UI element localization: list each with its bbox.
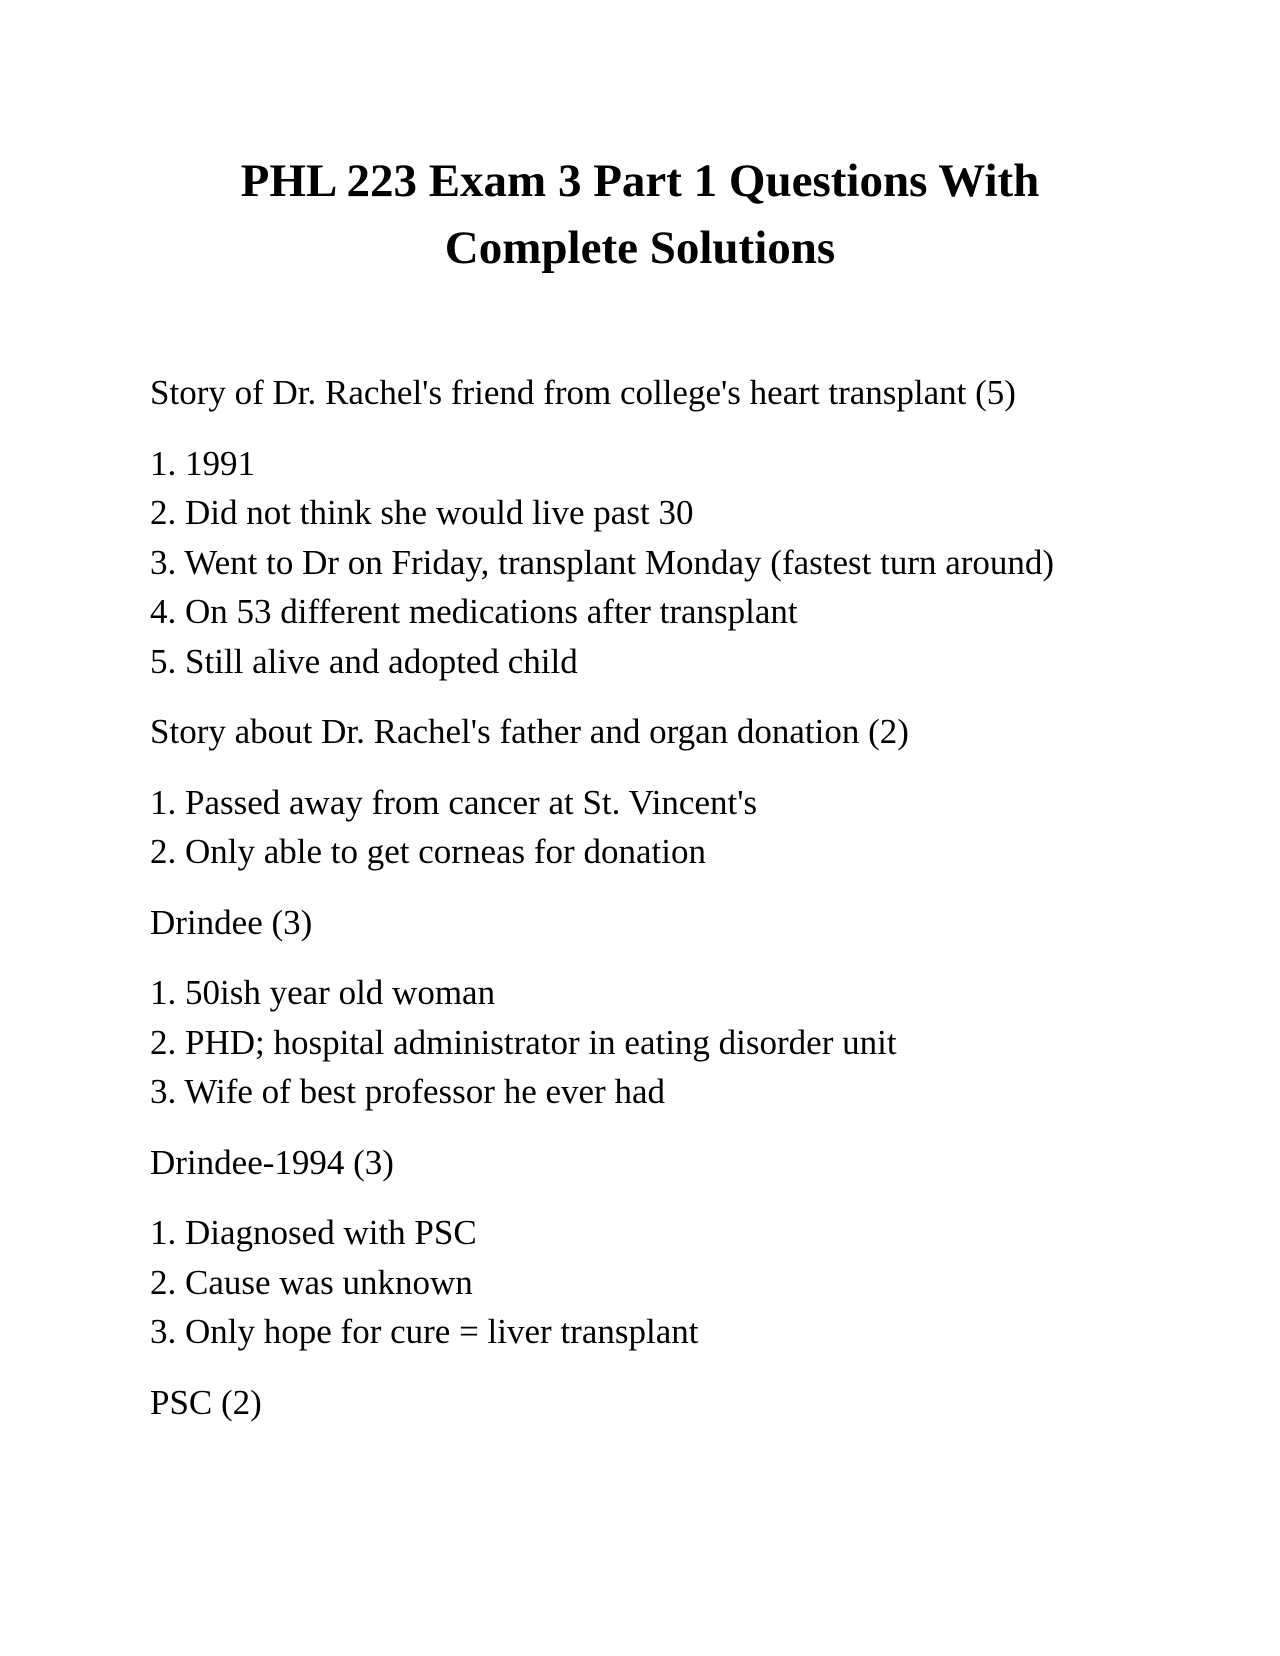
section-drindee: [150, 898, 1210, 1117]
list-item: 1. Diagnosed with PSC: [150, 1213, 477, 1252]
section-heading: Drindee (3): [150, 902, 313, 942]
item-list: [150, 968, 1210, 1117]
title-line-2: Complete Solutions: [444, 222, 836, 274]
list-item: 1. Passed away from cancer at St. Vincent's: [150, 782, 758, 822]
section-heading: Story of Dr. Rachel's friend from college's heart transplant (5): [150, 373, 1016, 412]
section-heading: Story about Dr. Rachel's father and organ donation (2): [150, 712, 909, 751]
list-item: 2. Cause was unknown: [150, 1262, 473, 1302]
section-psc: [150, 1378, 1210, 1428]
section-drindee-1994: [150, 1138, 1210, 1357]
title-line-1: PHL 223 Exam 3 Part 1 Questions With: [240, 155, 1040, 207]
list-item: 2. Did not think she would live past 30: [150, 493, 694, 532]
item-list: [150, 778, 1210, 877]
list-item: 5. Still alive and adopted child: [150, 641, 578, 681]
list-item: 3. Only hope for cure = liver transplant: [150, 1312, 699, 1351]
list-item: 2. PHD; hospital administrator in eating disorder unit: [150, 1022, 897, 1062]
list-item: 3. Wife of best professor he ever had: [150, 1072, 665, 1111]
list-item: 2. Only able to get corneas for donation: [150, 832, 706, 871]
document-body: [150, 368, 1210, 1427]
section-father-organ-donation: [150, 707, 1210, 877]
section-friend-heart-transplant: [150, 368, 1210, 686]
list-item: 4. On 53 different medications after transplant: [150, 592, 798, 631]
item-list: [150, 1208, 1210, 1357]
list-item: 1. 1991: [150, 443, 255, 483]
item-list: [150, 439, 1210, 687]
section-heading: Drindee-1994 (3): [150, 1142, 394, 1182]
section-heading: PSC (2): [150, 1382, 262, 1422]
list-item: 3. Went to Dr on Friday, transplant Monday (fastest turn around): [150, 542, 1055, 582]
list-item: 1. 50ish year old woman: [150, 973, 496, 1012]
document-title: [150, 148, 1130, 282]
